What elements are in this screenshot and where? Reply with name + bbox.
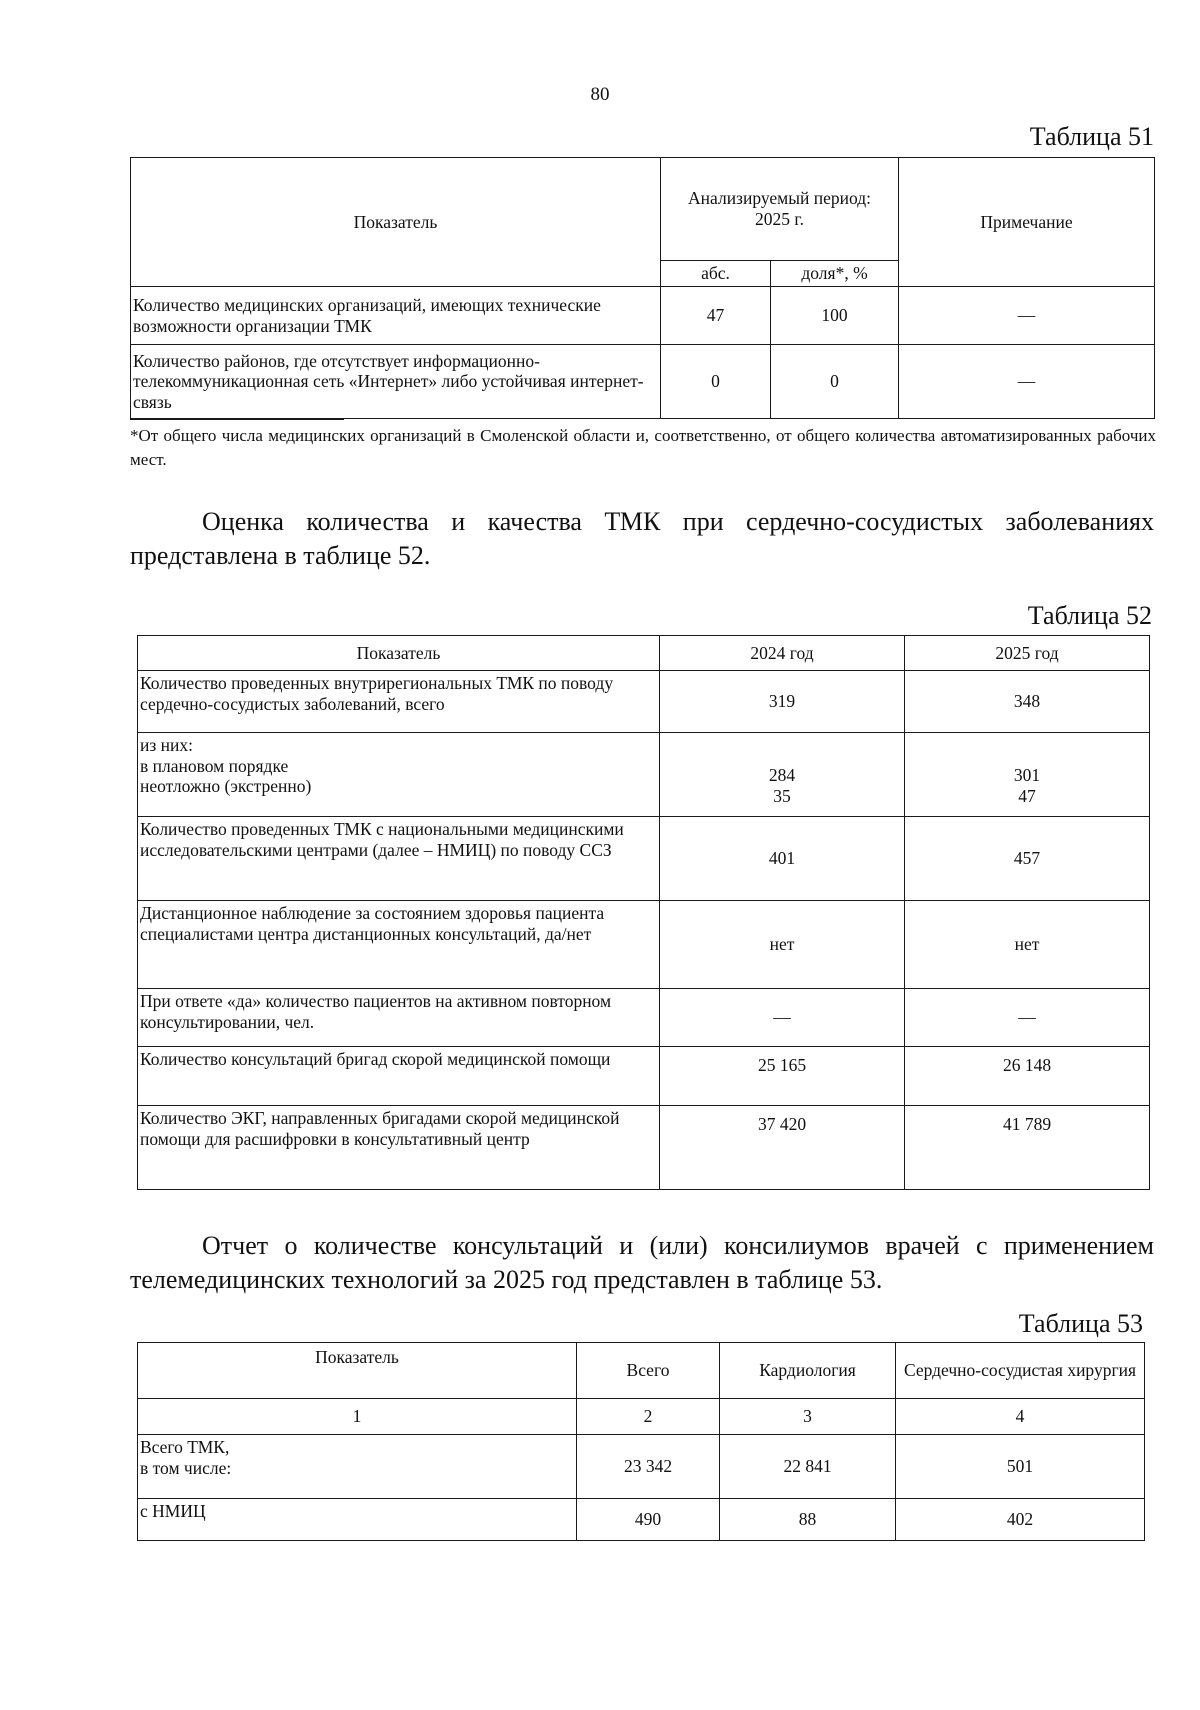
table-52-row-2024: 319 — [660, 671, 905, 733]
table-52-row-label: Количество проведенных ТМК с национальными медицинскими исследовательскими центрами (далее – НМИЦ) по поводу ССЗ — [138, 817, 660, 901]
paragraph-table-53-intro: Отчет о количестве консультаций и (или) консилиумов врачей с применением телемедицинских технологий за 2025 год представлен в таблице 53. — [130, 1231, 1154, 1294]
table-53-caption: Таблица 53 — [1018, 1309, 1143, 1338]
table-51-header-share: доля*, % — [771, 261, 899, 287]
table-51-row-share: 0 — [771, 345, 899, 419]
table-52-row-label: Количество ЭКГ, направленных бригадами скорой медицинской помощи для расшифровки в консультативный центр — [138, 1106, 660, 1190]
table-row — [131, 345, 1155, 419]
table-53-header-cardiology: Кардиология — [720, 1343, 896, 1399]
table-row — [131, 287, 1155, 345]
table-51-row-note: — — [899, 345, 1155, 419]
table-53-row-surgery: 402 — [896, 1499, 1145, 1541]
table-51-header-note: Примечание — [899, 158, 1155, 287]
table-51-row-abs: 0 — [661, 345, 771, 419]
table-52-header-2025: 2025 год — [905, 636, 1150, 671]
table-52-row-label: Количество проведенных внутрирегиональных ТМК по поводу сердечно-сосудистых заболеваний, всего — [138, 671, 660, 733]
table-row — [138, 733, 1150, 817]
table-52-row-2024: нет — [660, 901, 905, 989]
table-row — [138, 817, 1150, 901]
table-53-col-number: 3 — [720, 1399, 896, 1435]
table-51-row-label: Количество медицинских организаций, имеющих технические возможности организации ТМК — [131, 287, 661, 345]
table-51 — [130, 157, 1155, 419]
table-52-row-2024: 25 165 — [660, 1047, 905, 1106]
table-52 — [137, 635, 1150, 1190]
table-52-row-label: Количество консультаций бригад скорой медицинской помощи — [138, 1047, 660, 1106]
table-53-row-total: 23 342 — [577, 1435, 720, 1499]
table-52-header-indicator: Показатель — [138, 636, 660, 671]
table-row — [138, 1047, 1150, 1106]
table-52-row-label: При ответе «да» количество пациентов на активном повторном консультировании, чел. — [138, 989, 660, 1047]
table-51-caption: Таблица 51 — [1029, 122, 1154, 151]
table-52-row-2025: 457 — [905, 817, 1150, 901]
table-52-row-2025: 348 — [905, 671, 1150, 733]
table-53-row-cardiology: 22 841 — [720, 1435, 896, 1499]
table-52-row-2025: 41 789 — [905, 1106, 1150, 1190]
table-53-row-surgery: 501 — [896, 1435, 1145, 1499]
table-52-header-2024: 2024 год — [660, 636, 905, 671]
paragraph-table-52-intro: Оценка количества и качества ТМК при сердечно-сосудистых заболеваниях представлена в таблице 52. — [130, 507, 1154, 570]
table-row — [138, 1106, 1150, 1190]
table-52-row-2024: — — [660, 989, 905, 1047]
table-51-row-share: 100 — [771, 287, 899, 345]
table-52-row-2025: 26 148 — [905, 1047, 1150, 1106]
table-52-row-2024: 284 35 — [660, 733, 905, 817]
table-51-row-label: Количество районов, где отсутствует информационно-телекоммуникационная сеть «Интернет» либо устойчивая интернет-связь — [131, 345, 661, 419]
table-row — [138, 671, 1150, 733]
table-53-row-label: Всего ТМК, в том числе: — [138, 1435, 577, 1499]
table-52-row-2024: 401 — [660, 817, 905, 901]
table-51-row-note: — — [899, 287, 1155, 345]
table-52-row-2025: — — [905, 989, 1150, 1047]
table-53-col-number: 1 — [138, 1399, 577, 1435]
table-53-row-total: 490 — [577, 1499, 720, 1541]
table-row — [138, 1499, 1145, 1541]
table-53-row-label: с НМИЦ — [138, 1499, 577, 1541]
table-row — [138, 901, 1150, 989]
table-51-header-abs: абс. — [661, 261, 771, 287]
table-52-row-label: из них: в плановом порядке неотложно (экстренно) — [138, 733, 660, 817]
table-53-col-number: 2 — [577, 1399, 720, 1435]
table-53-header-total: Всего — [577, 1343, 720, 1399]
table-52-row-label: Дистанционное наблюдение за состоянием здоровья пациента специалистами центра дистанционных консультаций, да/нет — [138, 901, 660, 989]
page-number: 80 — [590, 84, 610, 105]
table-53-col-number: 4 — [896, 1399, 1145, 1435]
table-51-footnote: *От общего числа медицинских организаций в Смоленской области и, соответственно, от общего количества автоматизированных рабочих мест. — [130, 426, 1156, 469]
table-53 — [137, 1342, 1145, 1541]
table-row — [138, 989, 1150, 1047]
table-52-row-2024: 37 420 — [660, 1106, 905, 1190]
table-51-header-indicator: Показатель — [131, 158, 661, 287]
table-51-header-period: Анализируемый период: 2025 г. — [661, 158, 899, 261]
table-52-row-2025: нет — [905, 901, 1150, 989]
table-52-caption: Таблица 52 — [1027, 601, 1152, 630]
footnote-separator — [130, 419, 344, 420]
table-53-header-surgery: Сердечно-сосудистая хирургия — [896, 1343, 1145, 1399]
table-53-header-indicator: Показатель — [138, 1343, 577, 1399]
table-row — [138, 1435, 1145, 1499]
table-51-row-abs: 47 — [661, 287, 771, 345]
table-53-row-cardiology: 88 — [720, 1499, 896, 1541]
table-52-row-2025: 301 47 — [905, 733, 1150, 817]
